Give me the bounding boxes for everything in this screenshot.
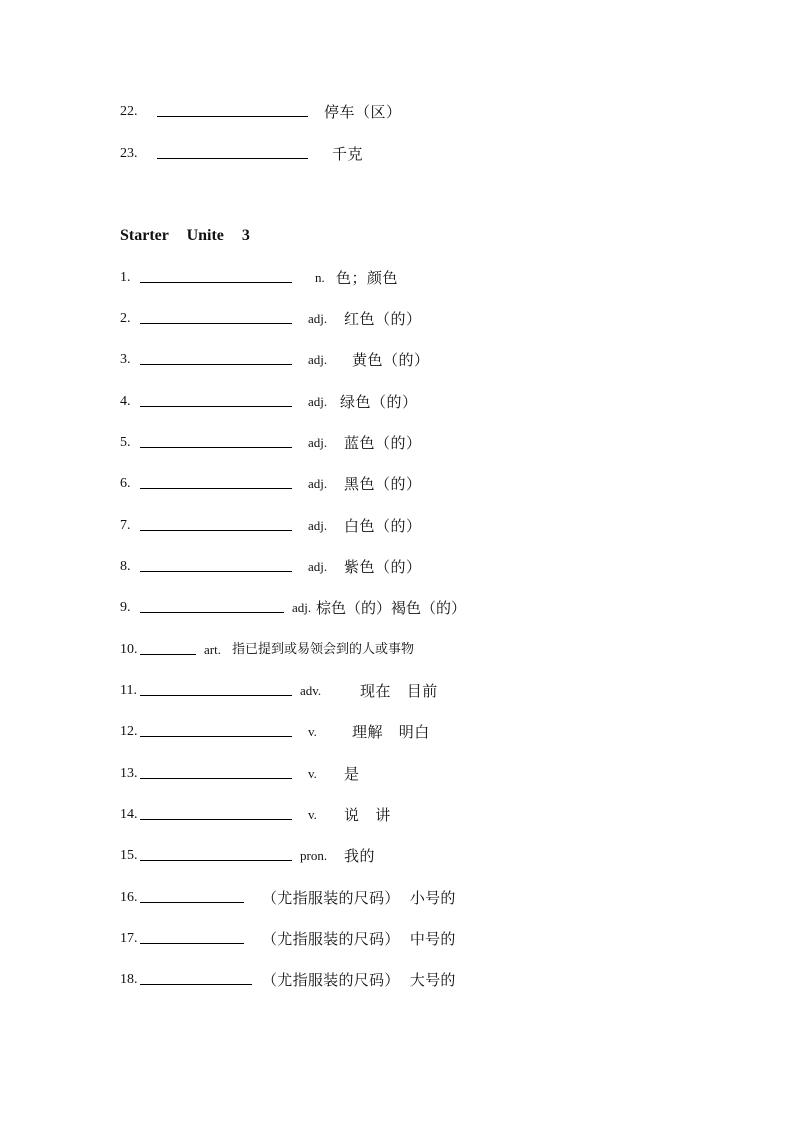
answer-blank[interactable]	[140, 984, 252, 985]
answer-blank[interactable]	[140, 902, 244, 903]
answer-blank[interactable]	[140, 282, 292, 283]
item-number: 8.	[120, 559, 131, 574]
answer-blank[interactable]	[140, 488, 292, 489]
answer-blank[interactable]	[140, 612, 284, 613]
item-number: 13.	[120, 766, 138, 781]
item-number: 14.	[120, 807, 138, 822]
answer-blank[interactable]	[140, 530, 292, 531]
part-of-speech: adv.	[300, 683, 322, 698]
item-meaning: 我的	[344, 847, 376, 865]
item-meaning: 指已提到或易领会到的人或事物	[232, 642, 415, 657]
item-number: 18.	[120, 972, 138, 987]
section-title: Starter Unite 3	[120, 227, 250, 244]
part-of-speech: adj.	[308, 559, 328, 574]
item-meaning: （尤指服装的尺码） 大号的	[262, 971, 456, 989]
part-of-speech: adj.	[308, 394, 328, 409]
item-number: 23.	[120, 146, 138, 161]
item-number: 6.	[120, 476, 131, 491]
answer-blank[interactable]	[140, 860, 292, 861]
item-meaning: 现在 目前	[360, 682, 438, 700]
item-meaning: 红色（的）	[344, 310, 422, 328]
answer-blank[interactable]	[157, 158, 308, 159]
item-meaning: 理解 明白	[352, 723, 430, 741]
item-number: 16.	[120, 890, 138, 905]
part-of-speech: n.	[315, 270, 325, 285]
item-number: 3.	[120, 352, 131, 367]
answer-blank[interactable]	[140, 943, 244, 944]
part-of-speech: adj.	[292, 600, 312, 615]
item-meaning: 停车（区）	[324, 103, 402, 121]
item-meaning: 黄色（的）	[352, 351, 430, 369]
part-of-speech: art.	[204, 642, 221, 657]
item-meaning: 色；颜色	[336, 269, 399, 287]
part-of-speech: v.	[308, 766, 317, 781]
item-number: 9.	[120, 600, 131, 615]
answer-blank[interactable]	[140, 447, 292, 448]
item-meaning: 棕色（的）褐色（的）	[316, 599, 467, 617]
item-number: 12.	[120, 724, 138, 739]
part-of-speech: adj.	[308, 476, 328, 491]
answer-blank[interactable]	[140, 323, 292, 324]
item-number: 5.	[120, 435, 131, 450]
item-meaning: 黑色（的）	[344, 475, 422, 493]
part-of-speech: adj.	[308, 435, 328, 450]
item-meaning: 紫色（的）	[344, 558, 422, 576]
item-number: 2.	[120, 311, 131, 326]
item-number: 17.	[120, 931, 138, 946]
item-number: 7.	[120, 518, 131, 533]
answer-blank[interactable]	[140, 654, 196, 655]
answer-blank[interactable]	[157, 116, 308, 117]
part-of-speech: v.	[308, 807, 317, 822]
item-meaning: 是	[344, 765, 360, 783]
item-number: 22.	[120, 104, 138, 119]
item-meaning: 蓝色（的）	[344, 434, 422, 452]
answer-blank[interactable]	[140, 819, 292, 820]
answer-blank[interactable]	[140, 571, 292, 572]
item-number: 4.	[120, 394, 131, 409]
answer-blank[interactable]	[140, 364, 292, 365]
part-of-speech: adj.	[308, 311, 328, 326]
answer-blank[interactable]	[140, 406, 292, 407]
item-meaning: （尤指服装的尺码） 小号的	[262, 889, 456, 907]
answer-blank[interactable]	[140, 778, 292, 779]
part-of-speech: v.	[308, 724, 317, 739]
item-number: 10.	[120, 642, 138, 657]
item-number: 11.	[120, 683, 137, 698]
item-meaning: 白色（的）	[344, 517, 422, 535]
part-of-speech: pron.	[300, 848, 328, 863]
item-number: 1.	[120, 270, 131, 285]
answer-blank[interactable]	[140, 736, 292, 737]
part-of-speech: adj.	[308, 518, 328, 533]
item-meaning: 绿色（的）	[340, 393, 418, 411]
item-meaning: （尤指服装的尺码） 中号的	[262, 930, 456, 948]
item-number: 15.	[120, 848, 138, 863]
item-meaning: 说 讲	[344, 806, 391, 824]
item-meaning: 千克	[332, 145, 364, 163]
answer-blank[interactable]	[140, 695, 292, 696]
part-of-speech: adj.	[308, 352, 328, 367]
